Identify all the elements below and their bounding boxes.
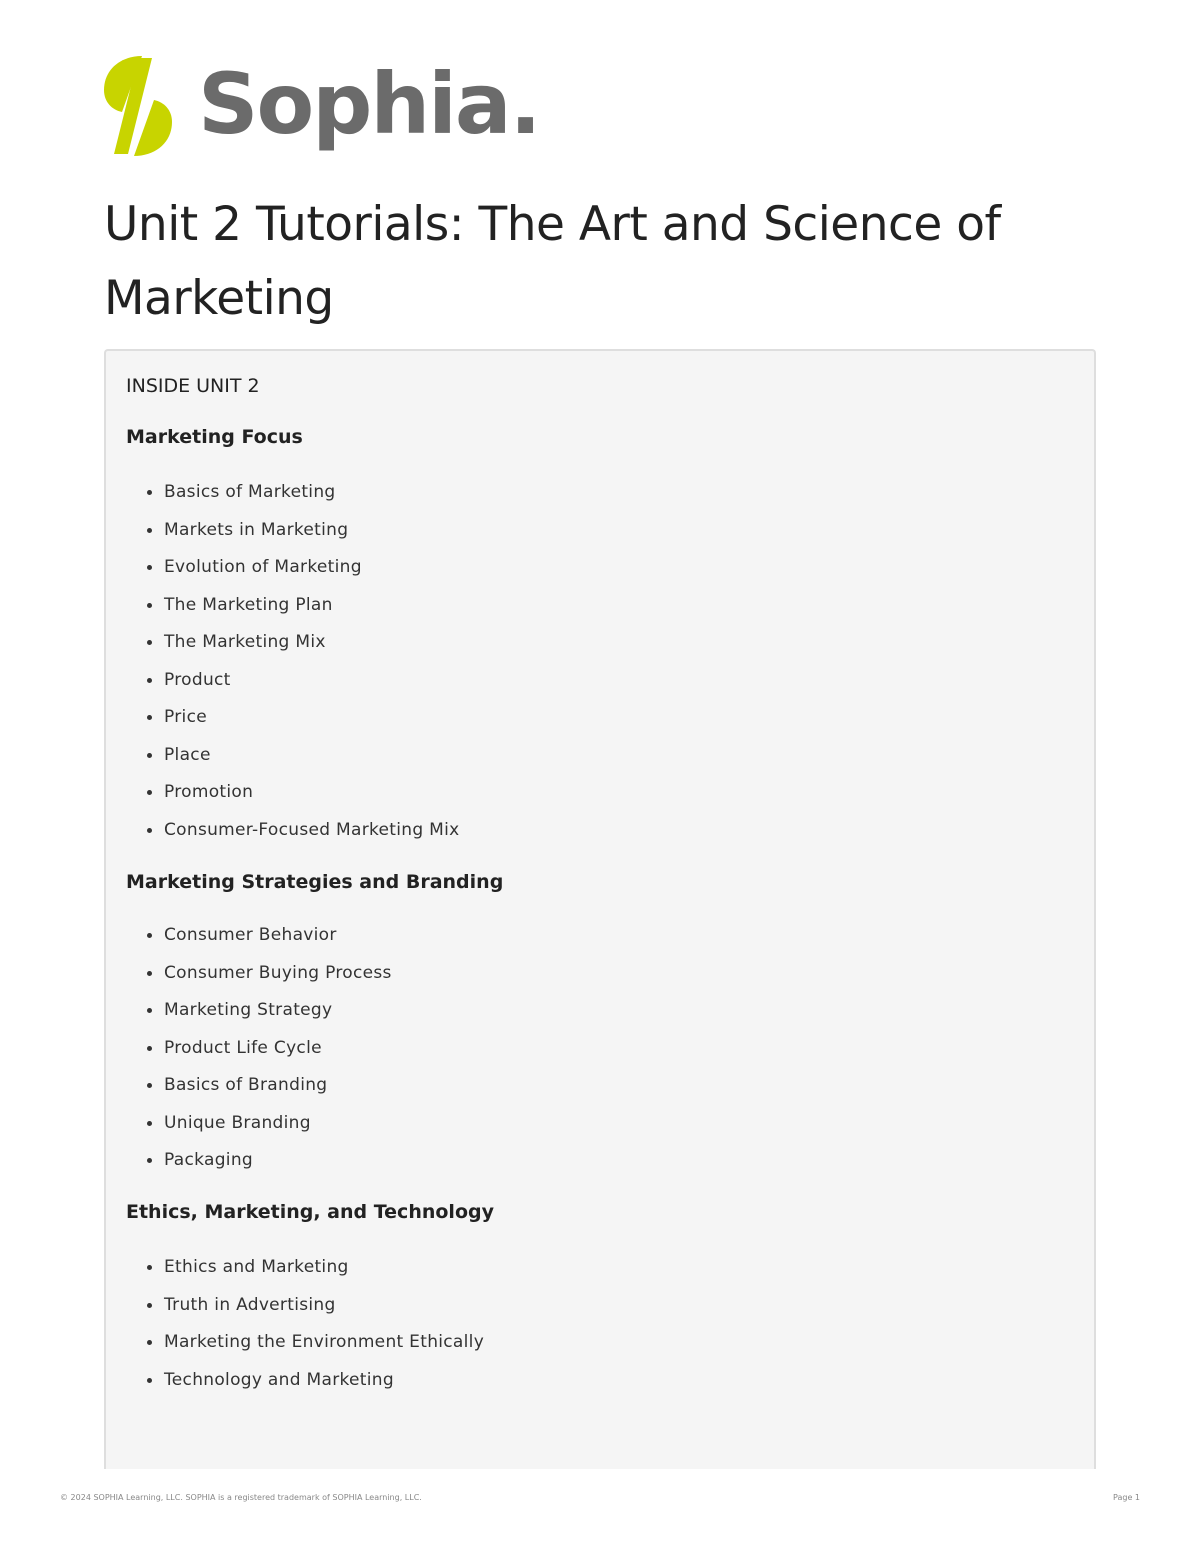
list-item: Place [126,744,460,782]
section-list-strategies-branding [126,924,392,1187]
box-label: INSIDE UNIT 2 [126,375,260,397]
list-item: Product [126,669,460,707]
section-list-marketing-focus [126,481,460,856]
unit-contents-box [104,349,1096,1469]
list-item: Promotion [126,781,460,819]
section-heading-marketing-focus: Marketing Focus [126,426,303,448]
page-title: Unit 2 Tutorials: The Art and Science of Marketing [104,197,1001,326]
section-heading-ethics-technology: Ethics, Marketing, and Technology [126,1201,494,1223]
list-item: Markets in Marketing [126,519,460,557]
list-item: Ethics and Marketing [126,1256,484,1294]
list-item: Consumer Buying Process [126,962,392,1000]
section-heading-strategies-branding: Marketing Strategies and Branding [126,871,504,893]
list-item: Price [126,706,460,744]
list-item: Basics of Branding [126,1074,392,1112]
sophia-logo-icon [102,54,174,158]
list-item: Consumer-Focused Marketing Mix [126,819,460,857]
section-list-ethics-technology [126,1256,484,1406]
footer-page-number: Page 1 [1113,1493,1140,1502]
list-item: Technology and Marketing [126,1369,484,1407]
list-item: The Marketing Plan [126,594,460,632]
list-item: Evolution of Marketing [126,556,460,594]
list-item: Basics of Marketing [126,481,460,519]
list-item: Marketing Strategy [126,999,392,1037]
list-item: Truth in Advertising [126,1294,484,1332]
list-item: Packaging [126,1149,392,1187]
list-item: Product Life Cycle [126,1037,392,1075]
footer-copyright: © 2024 SOPHIA Learning, LLC. SOPHIA is a registered trademark of SOPHIA Learning, LLC. [60,1493,422,1502]
list-item: Unique Branding [126,1112,392,1150]
list-item: Marketing the Environment Ethically [126,1331,484,1369]
logo-wordmark: Sophia. [198,55,540,153]
sophia-logo [102,54,540,158]
list-item: Consumer Behavior [126,924,392,962]
list-item: The Marketing Mix [126,631,460,669]
